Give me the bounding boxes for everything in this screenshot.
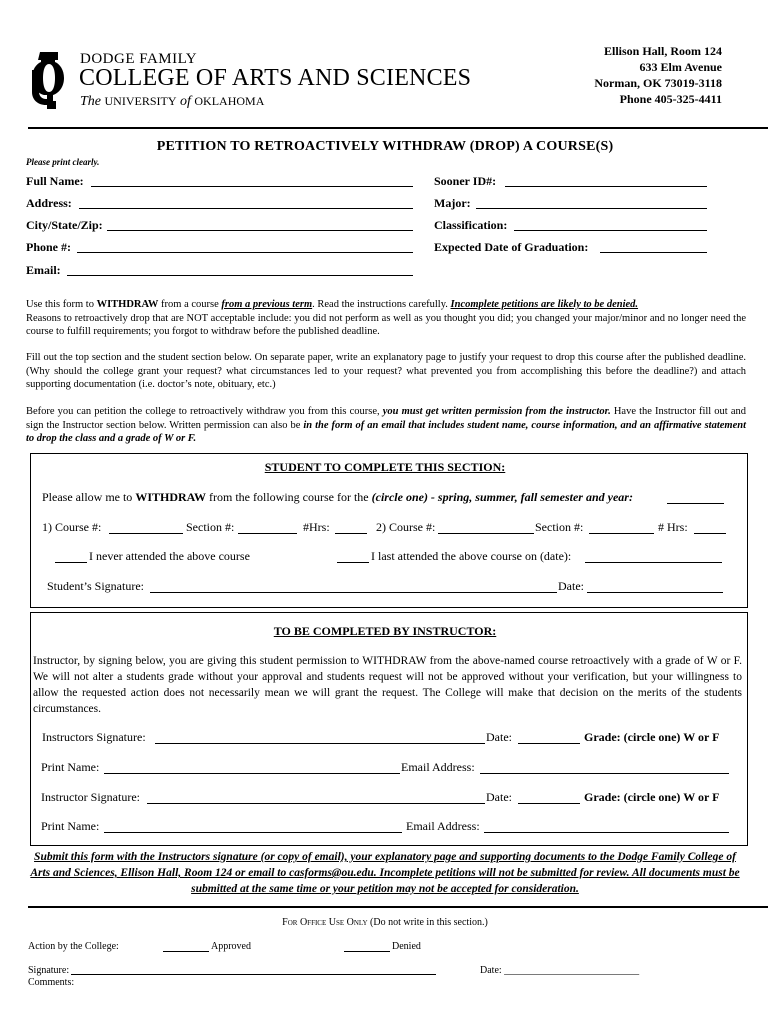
office-signature-field[interactable] — [71, 974, 436, 975]
hrs1-label: #Hrs: — [303, 520, 330, 534]
semester-year-field[interactable] — [667, 503, 724, 504]
approved-label: Approved — [211, 941, 251, 952]
college-name: COLLEGE OF ARTS AND SCIENCES — [79, 65, 472, 91]
ou-logo — [26, 50, 72, 114]
form-title: PETITION TO RETROACTIVELY WITHDRAW (DROP) A COURSE(S) — [156, 139, 614, 154]
instructor1-print-field[interactable] — [104, 773, 400, 774]
instructor2-email-label: Email Address: — [406, 819, 480, 833]
major-label: Major: — [434, 196, 471, 210]
approved-field[interactable] — [163, 951, 209, 952]
instructor2-grade-label: Grade: (circle one) W or F — [584, 790, 720, 804]
print-clearly-note: Please print clearly. — [26, 157, 100, 167]
section1-label: Section #: — [186, 520, 235, 534]
instructions-paragraph-1: Use this form to WITHDRAW from a course from a previous term. Read the instructions carefully. Incomplete petitions are likely to be denied. Reasons to retroactively drop that are NOT acceptable include: you did not perform as well as you thought you did; you changed your major/minor and no longer need the course to fulfill requirements; you forgot to withdraw before the published deadline. — [26, 299, 746, 337]
section1-field[interactable] — [238, 533, 297, 534]
course2-label: 2) Course #: — [376, 520, 436, 534]
student-date-label: Date: — [558, 579, 584, 593]
instructions-paragraph-2: Fill out the top section and the student section below. On separate paper, write an explanatory page to justify your request to drop this course after the published deadline. (Why should the college grant your request? what circumstances led to your request? what prevented you from accomplishing this before the deadline?) and attach supporting documentation (i.e. doctor’s note, obituary, etc.) — [26, 352, 746, 390]
student-section-title: STUDENT TO COMPLETE THIS SECTION: — [264, 460, 506, 474]
instructor1-email-field[interactable] — [480, 773, 729, 774]
instructor-paragraph: Instructor, by signing below, you are giving this student permission to WITHDRAW from the above-named course retroactively with a grade of W or F. We will not alter a students grade without your approval and students request will not be approved without your verification, but your willingness to allow the requested action does not necessarily mean we will grant the request. The College will make that decision on the merits of the students circumstances. — [33, 655, 742, 715]
instructor2-signature-label: Instructor Signature: — [41, 790, 140, 804]
denied-field[interactable] — [344, 951, 390, 952]
hrs1-field[interactable] — [335, 533, 367, 534]
instructor1-date-label: Date: — [486, 730, 512, 744]
instructor1-email-label: Email Address: — [401, 760, 475, 774]
last-attended-date-field[interactable] — [585, 562, 722, 563]
hrs2-label: # Hrs: — [658, 520, 688, 534]
office-address: Ellison Hall, Room 124 633 Elm Avenue Norman, OK 73019-3118 Phone 405-325-4411 — [594, 44, 722, 106]
phone-label: Phone #: — [26, 240, 71, 254]
action-by-college-label: Action by the College: — [28, 941, 119, 952]
instructor1-print-label: Print Name: — [41, 760, 100, 774]
email-field[interactable] — [67, 275, 413, 276]
full-name-field[interactable] — [91, 186, 413, 187]
office-date-label: Date: ___________________________ — [480, 965, 640, 976]
last-attended-check[interactable] — [337, 562, 369, 563]
university-name: The UNIVERSITY of OKLAHOMA — [80, 94, 265, 109]
classification-label: Classification: — [434, 218, 508, 232]
city-state-zip-field[interactable] — [107, 230, 413, 231]
hrs2-field[interactable] — [694, 533, 726, 534]
student-signature-label: Student’s Signature: — [47, 579, 144, 593]
instructor2-date-label: Date: — [486, 790, 512, 804]
office-use-rule — [28, 906, 768, 908]
instructor2-print-label: Print Name: — [41, 819, 100, 833]
address-field[interactable] — [79, 208, 413, 209]
instructor2-signature-field[interactable] — [147, 803, 485, 804]
student-signature-field[interactable] — [150, 592, 557, 593]
instructor-section-box — [30, 612, 748, 846]
instructor2-print-field[interactable] — [104, 832, 402, 833]
sooner-id-field[interactable] — [505, 186, 707, 187]
address-label: Address: — [26, 196, 72, 210]
instructor2-email-field[interactable] — [484, 832, 729, 833]
graduation-date-field[interactable] — [600, 252, 707, 253]
phone-field[interactable] — [77, 252, 413, 253]
full-name-label: Full Name: — [26, 174, 84, 188]
header-rule — [28, 127, 768, 129]
student-date-field[interactable] — [587, 592, 723, 593]
instructor1-date-field[interactable] — [518, 743, 580, 744]
sooner-id-label: Sooner ID#: — [434, 174, 497, 188]
course2-field[interactable] — [438, 533, 534, 534]
graduation-date-label: Expected Date of Graduation: — [434, 240, 589, 254]
course1-field[interactable] — [109, 533, 183, 534]
section2-label: Section #: — [535, 520, 584, 534]
classification-field[interactable] — [514, 230, 707, 231]
instructor-section-title: TO BE COMPLETED BY INSTRUCTOR: — [273, 624, 497, 638]
last-attended-label: I last attended the above course on (date): — [371, 549, 572, 563]
dodge-family-label: DODGE FAMILY — [80, 51, 198, 67]
course1-label: 1) Course #: — [42, 520, 102, 534]
instructions-paragraph-3: Before you can petition the college to retroactively withdraw you from this course, you must get written permission from the instructor. Have the Instructor fill out and sign the Instructor section below. Written permission can also be in the form of an email that includes student name, course information, and an affirmative statement to drop the class and a grade of W or F. — [26, 406, 746, 444]
office-comments-label: Comments: — [28, 977, 75, 988]
section2-field[interactable] — [589, 533, 654, 534]
instructor2-date-field[interactable] — [518, 803, 580, 804]
denied-label: Denied — [392, 941, 421, 952]
email-label: Email: — [26, 263, 61, 277]
never-attended-check[interactable] — [55, 562, 87, 563]
office-signature-label: Signature: — [28, 965, 70, 976]
submission-instructions: Submit this form with the Instructors signature (or copy of email), your explanatory page and supporting documents to the Dodge Family College of Arts and Sciences, Ellison Hall, Room 124 or email to casforms@ou.edu. Incomplete petitions will not be submitted for review. All documents must be submitted at the same time or your petition may not be accepted for consideration. — [30, 851, 740, 895]
instructor1-grade-label: Grade: (circle one) W or F — [584, 730, 720, 744]
withdraw-request-text: Please allow me to WITHDRAW from the following course for the (circle one) - spring, summer, fall semester and year: — [42, 490, 633, 504]
major-field[interactable] — [476, 208, 707, 209]
city-state-zip-label: City/State/Zip: — [26, 218, 103, 232]
instructor1-signature-field[interactable] — [155, 743, 485, 744]
never-attended-label: I never attended the above course — [89, 549, 250, 563]
office-use-title: For Office Use Only (Do not write in this section.) — [282, 917, 488, 928]
instructor1-signature-label: Instructors Signature: — [42, 730, 146, 744]
